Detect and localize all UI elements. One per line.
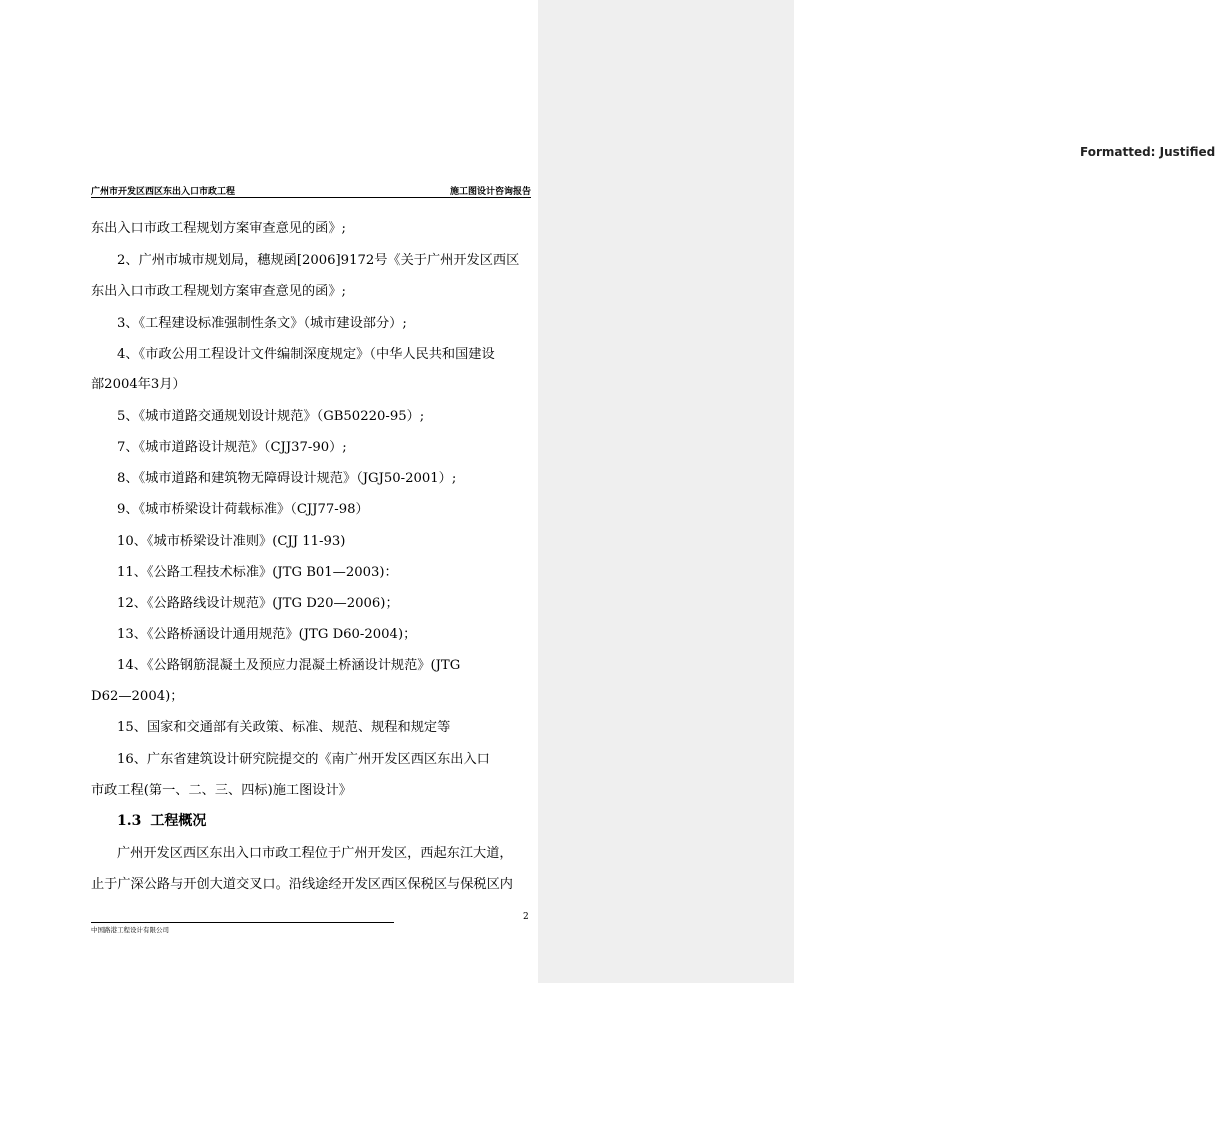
reference-line: 4、《市政公用工程设计文件编制深度规定》（中华人民共和国建设 bbox=[117, 347, 495, 362]
section-number: 1.3 bbox=[117, 813, 142, 829]
reference-line: 10、《城市桥梁设计准则》(CJJ 11-93) bbox=[117, 534, 346, 549]
reference-line: 9、《城市桥梁设计荷载标准》（CJJ77-98） bbox=[117, 502, 369, 517]
footer-divider bbox=[91, 922, 394, 923]
reference-line: 2、广州市城市规划局，穗规函[2006]9172号《关于广州开发区西区 bbox=[117, 253, 520, 268]
reference-line: 5、《城市道路交通规划设计规范》（GB50220-95）; bbox=[117, 409, 425, 424]
comment-pane bbox=[538, 0, 1215, 983]
reference-line: 12、《公路路线设计规范》(JTG D20—2006)； bbox=[117, 596, 399, 611]
reference-line: D62—2004)； bbox=[91, 689, 184, 704]
comment-balloon-label: Formatted: Justified bbox=[1080, 145, 1215, 159]
header-report-title: 施工图设计咨询报告 bbox=[449, 187, 531, 197]
reference-line: 15、国家和交通部有关政策、标准、规范、规程和规定等 bbox=[117, 720, 451, 735]
reference-line: 3、《工程建设标准强制性条文》（城市建设部分）; bbox=[117, 316, 407, 331]
page-number: 2 bbox=[523, 912, 529, 922]
section-title: 工程概况 bbox=[150, 813, 207, 829]
body-paragraph-line: 广州开发区西区东出入口市政工程位于广州开发区，西起东江大道， bbox=[117, 846, 513, 861]
reference-line: 部2004年3月） bbox=[91, 377, 186, 392]
reference-line: 东出入口市政工程规划方案审查意见的函》; bbox=[91, 284, 347, 299]
reference-line: 东出入口市政工程规划方案审查意见的函》; bbox=[91, 221, 347, 236]
page-header bbox=[91, 181, 531, 198]
body-paragraph-line: 止于广深公路与开创大道交叉口。沿线途经开发区西区保税区与保税区内 bbox=[91, 877, 513, 892]
section-heading bbox=[117, 812, 206, 830]
reference-line: 11、《公路工程技术标准》(JTG B01—2003)： bbox=[117, 565, 398, 580]
footer-company-name: 中国路港工程设计有限公司 bbox=[91, 926, 169, 934]
reference-line: 市政工程(第一、二、三、四标)施工图设计》 bbox=[91, 783, 352, 798]
reference-line: 14、《公路钢筋混凝土及预应力混凝土桥涵设计规范》(JTG bbox=[117, 658, 461, 673]
reference-line: 8、《城市道路和建筑物无障碍设计规范》（JGJ50-2001）; bbox=[117, 471, 457, 486]
reference-line: 7、《城市道路设计规范》（CJJ37-90）; bbox=[117, 440, 347, 455]
header-project-title: 广州市开发区西区东出入口市政工程 bbox=[91, 187, 236, 197]
reference-line: 13、《公路桥涵设计通用规范》(JTG D60-2004)； bbox=[117, 627, 417, 642]
reference-line: 16、广东省建筑设计研究院提交的《南广州开发区西区东出入口 bbox=[117, 752, 490, 767]
